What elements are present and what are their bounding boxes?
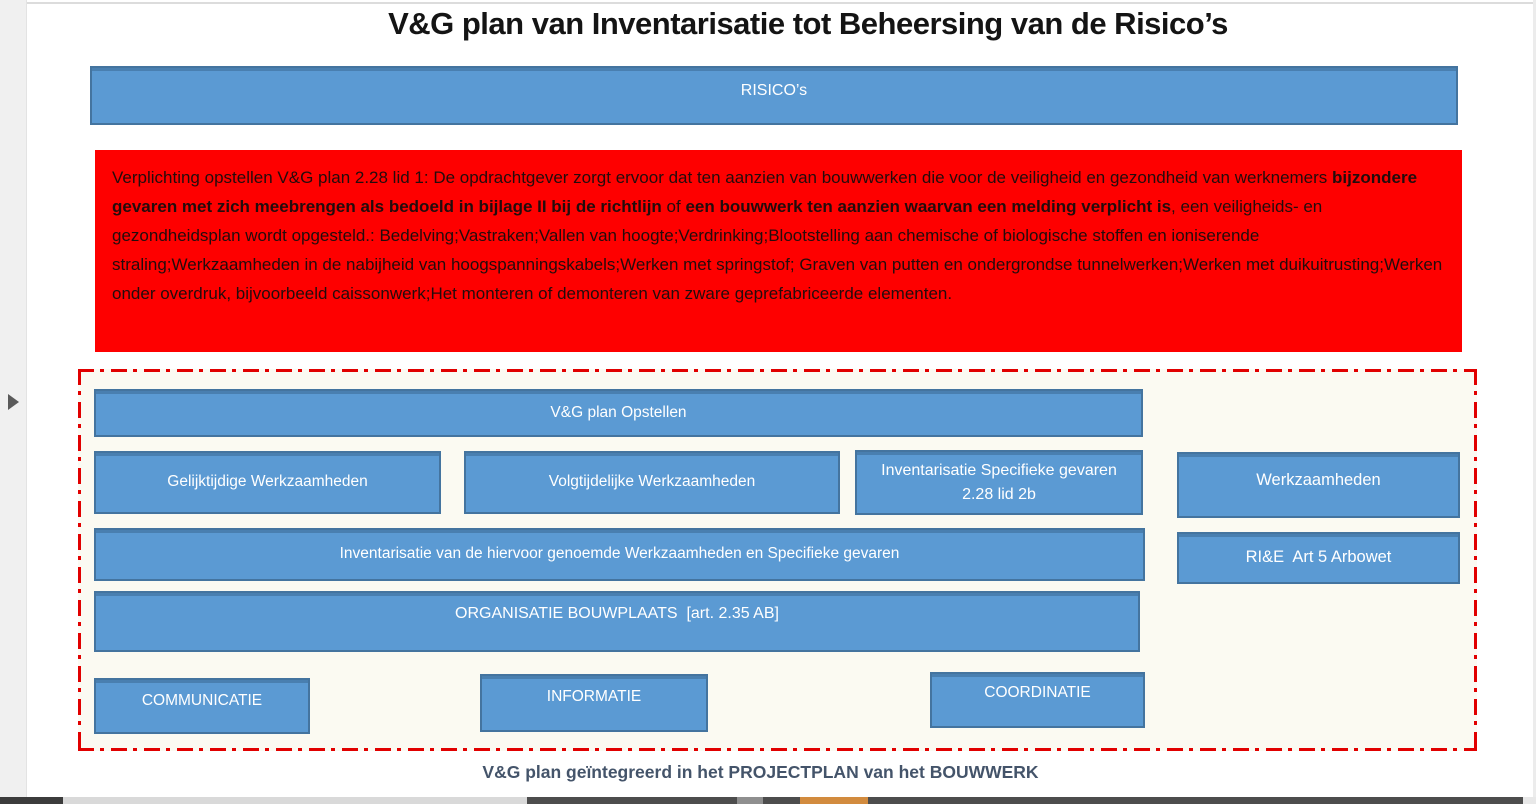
box-label: Volgtijdelijke Werkzaamheden (548, 473, 756, 491)
box-volgtijdelijke-werkzaamheden (464, 451, 840, 514)
taskbar-segment (1523, 797, 1536, 804)
box-label: COORDINATIE (984, 683, 1091, 701)
box-label: Werkzaamheden (1256, 471, 1381, 490)
warning-segment: , een veiligheids- en gezondheidsplan wordt opgesteld.: Bedelving;Vastraken;Vallen van hoogte;Verdrinking;Blootstelling aan chemische of biologische stoffen en ioniserende straling;Werkzaamheden in de nabijheid van hoogspanningskabels;Werken met springstof; Graven van putten en ondergrondse tunnelwerken;Werken met duikuitrusting;Werken onder overdruk, bijvoorbeeld caissonwerk;Het monteren of demonteren van zware geprefabriceerde elementen. (112, 197, 1443, 303)
box-vg-plan-opstellen (94, 389, 1143, 437)
taskbar-segment (63, 797, 527, 804)
box-label: INFORMATIE (546, 687, 642, 705)
warning-segment: of (661, 197, 686, 216)
footer-caption: V&G plan geïntegreerd in het PROJECTPLAN van het BOUWWERK (482, 762, 1039, 782)
box-gelijktijdige-werkzaamheden (94, 451, 441, 514)
box-communicatie (94, 678, 310, 734)
box-label: COMMUNICATIE (141, 691, 263, 709)
box-coordinatie (930, 672, 1145, 728)
box-label: RI&E Art 5 Arbowet (1245, 548, 1392, 567)
box-label: Inventarisatie van de hiervoor genoemde Werkzaamheden en Specifieke gevaren (339, 545, 900, 563)
expand-pane-arrow-icon[interactable] (8, 394, 19, 410)
top-divider (27, 2, 1536, 4)
dashed-frame-bottom-edge (78, 748, 1477, 751)
box-informatie (480, 674, 708, 732)
warning-segment-bold: bijzondere gevaren met zich meebrengen als bedoeld in bijlage II bij de richtlijn (112, 168, 1418, 216)
collapsed-left-pane (0, 0, 27, 804)
taskbar-edge-strip (0, 797, 1536, 804)
warning-segment-bold: een bouwwerk ten aanzien waarvan een melding verplicht is (685, 197, 1172, 216)
box-werkzaamheden (1177, 452, 1460, 518)
box-organisatie-bouwplaats (94, 591, 1140, 652)
dashed-frame-left-edge (78, 369, 81, 751)
box-inventarisatie-specifieke-gevaren (855, 450, 1143, 515)
warning-text-box (95, 150, 1462, 352)
warning-segment: Verplichting opstellen V&G plan 2.28 lid 1: De opdrachtgever zorgt ervoor dat ten aanzien van bouwwerken die voor de veiligheid en gezondheid van werknemers (112, 168, 1333, 187)
risico-bar-label: RISICO’s (740, 81, 808, 99)
box-label: Gelijktijdige Werkzaamheden (167, 473, 368, 491)
page-title: V&G plan van Inventarisatie tot Beheersing van de Risico’s (388, 6, 1228, 41)
dashed-frame-right-edge (1474, 369, 1477, 751)
taskbar-segment-accent (800, 797, 868, 804)
box-label: ORGANISATIE BOUWPLAATS [art. 2.35 AB] (455, 604, 779, 622)
box-label: Inventarisatie Specifieke gevaren 2.28 lid 2b (881, 462, 1126, 503)
dashed-frame-top-edge (78, 369, 1477, 372)
taskbar-segment (737, 797, 763, 804)
box-inventarisatie-genoemde-werkzaamheden (94, 528, 1145, 581)
risico-bar (90, 66, 1458, 125)
box-label: V&G plan Opstellen (550, 403, 687, 421)
taskbar-segment (0, 797, 63, 804)
box-rie-arbowet (1177, 532, 1460, 584)
